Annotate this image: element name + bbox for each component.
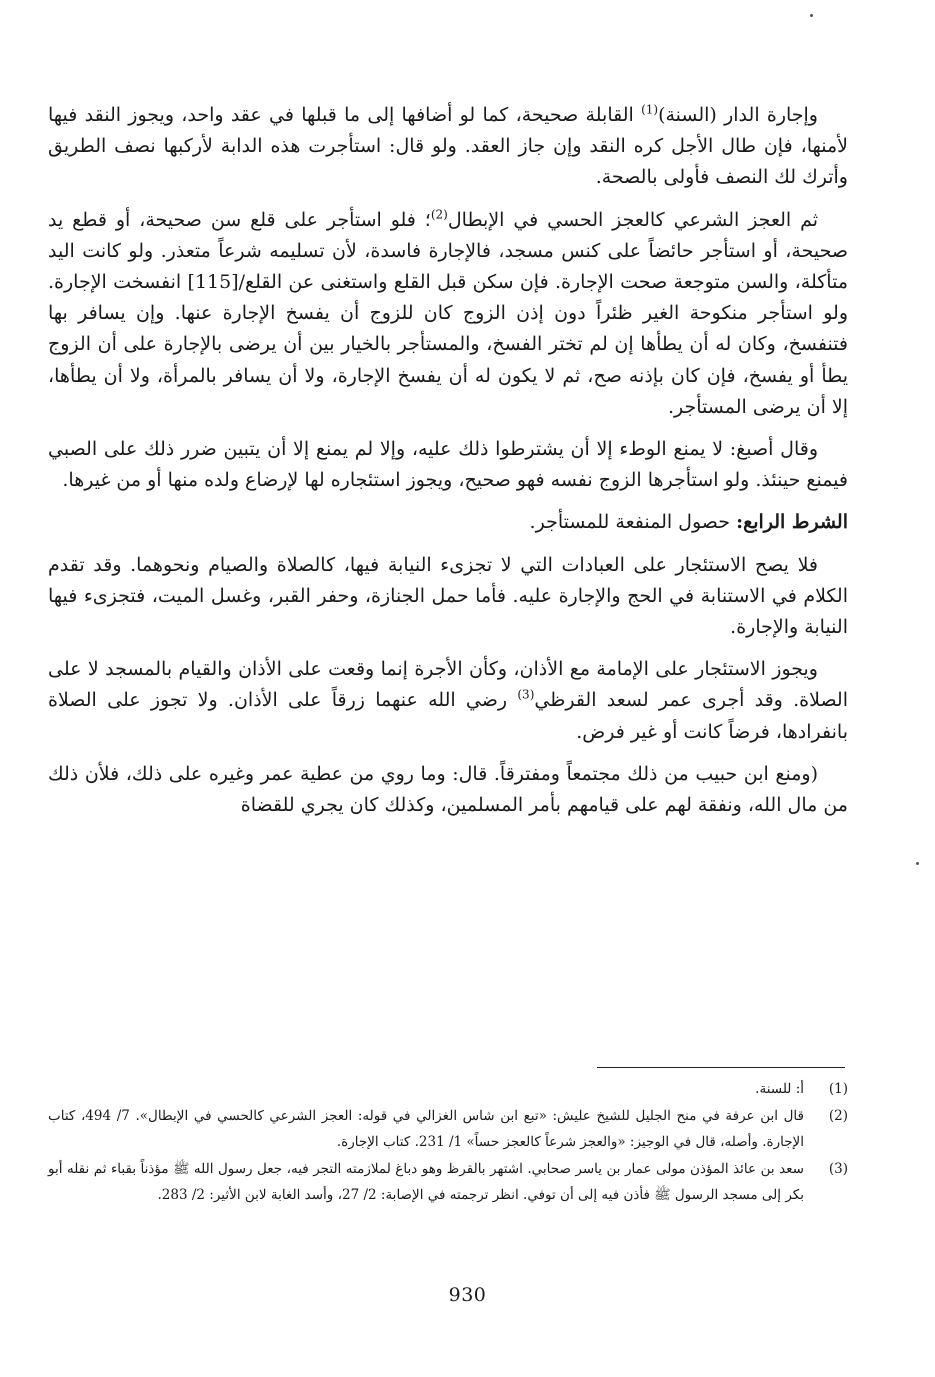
footnote-2 <box>48 1103 848 1155</box>
footnote-ref-2: (2) <box>430 207 448 222</box>
page-number: 930 <box>448 1284 487 1306</box>
footnote-separator <box>597 1067 845 1068</box>
footnote-ref-1: (1) <box>641 102 659 117</box>
paragraph-4: فلا يصح الاستئجار على العبادات التي لا تجزىء النيابة فيها، كالصلاة والصيام ونحوهما. وقد تقدم الكلام في الاستنابة في الحج والإجارة عليه. فأما حمل الجنازة، وحفر القبر، وغسل الميت، فتجزىء فيها النيابة والإجارة. <box>48 553 848 639</box>
paragraph-5-text-b: رضي الله عنهما زرقاً على الأذان. ولا تجوز على الصلاة بانفرادها، فرضاً كانت أو غير فرض. <box>48 689 848 743</box>
footnote-text: أ: للسنة. <box>755 1081 804 1097</box>
footnote-ref-3: (3) <box>517 688 535 703</box>
section-heading-label: الشرط الرابع: <box>736 511 848 534</box>
footnote-3 <box>48 1156 848 1208</box>
paragraph-1-text-b: القابلة صحيحة، كما لو أضافها إلى ما قبلها في عقد واحد، ويجوز النقد فيها لأمنها، فإن طال الأجل كره النقد وإن جاز العقد. ولو قال: استأجرت هذه الدابة لأركبها نصف الطريق وأترك لك النصف فأولى بالصحة. <box>48 104 848 189</box>
paragraph-5-text-a: ويجوز الاستئجار على الإمامة مع الأذان، وكأن الأجرة إنما وقعت على الأذان والقيام بالمسجد لا على الصلاة. وقد أجرى عمر لسعد القرظي <box>48 658 848 712</box>
scan-speck <box>810 14 813 17</box>
footnote-number: (3) <box>828 1161 848 1177</box>
paragraph-6: (ومنع ابن حبيب من ذلك مجتمعاً ومفترقاً. قال: وما روي من عطية عمر وغيره على ذلك، فلأن ذلك من مال الله، ونفقة لهم على قيامهم بأمر المسلمين، وكذلك كان يجري للقضاة <box>48 762 848 817</box>
footnote-1 <box>48 1076 848 1102</box>
footnote-text: سعد بن عائذ المؤذن مولى عمار بن ياسر صحابي. اشتهر بالقرظ وهو دباغ لملازمته التجر فيه، جعل رسول الله ﷺ مؤذناً بقباء ثم نقله أبو بكر إلى مسجد الرسول ﷺ فأذن فيه إلى أن توفي. انظر ترجمته في الإصابة: 2/ 27، وأسد الغابة لابن الأثير: 2/ 283. <box>48 1161 804 1203</box>
footnotes <box>48 1076 848 1209</box>
main-text <box>48 100 848 832</box>
paragraph-1 <box>48 100 848 194</box>
footnote-number: (1) <box>828 1081 848 1097</box>
paragraph-3: وقال أصبغ: لا يمنع الوطء إلا أن يشترطوا ذلك عليه، وإلا لم يمنع إلا أن يتبين ضرر ذلك على الصبي فيمنع حينئذ. ولو استأجرها الزوج نفسه فهو صحيح، ويجوز استئجاره لها لإرضاع ولده منها أو من غيرها. <box>48 438 848 492</box>
section-heading <box>48 507 848 538</box>
footnote-number: (2) <box>828 1108 848 1124</box>
paragraph-2-text-a: ثم العجز الشرعي كالعجز الحسي في الإبطال <box>447 208 819 231</box>
scan-speck <box>916 862 919 865</box>
section-heading-text: حصول المنفعة للمستأجر. <box>529 511 737 534</box>
paragraph-2 <box>48 205 848 423</box>
paragraph-2-text-b: ؛ فلو استأجر على قلع سن صحيحة، أو قطع يد صحيحة، أو استأجر حائضاً على كنس مسجد، فالإجارة فاسدة، لأن تسليمه شرعاً متعذر. ولو كانت اليد متأكلة، والسن متوجعة صحت الإجارة. فإن سكن قبل القلع واستغنى عن القلع/[115] انفسخت الإجارة. ولو استأجر منكوحة الغير ظئراً دون إذن الزوج كان للزوج أن يفسخ الإجارة عنها. وإن يسافر بها فتنفسخ، وكان له أن يطأها إن لم تختر الفسخ، والمستأجر بالخيار بين أن يرضى بالإجارة على أن الزوج يطأ أو يفسخ، فإن كان بإذنه صح، ثم لا يكون له أن يفسخ الإجارة، ولا أن يسافر بالمرأة، ولا أن يطأها، إلا أن يرضى المستأجر. <box>48 208 849 418</box>
footnote-text: قال ابن عرفة في منح الجليل للشيخ عليش: «تبع ابن شاس الغزالي في قوله: العجز الشرعي كالحسي في الإبطال». 7/ 494، كتاب الإجارة. وأصله، قال في الوجيز: «والعجز شرعاً كالعجز حساً» 1/ 231. كتاب الإجارة. <box>48 1108 804 1150</box>
paragraph-5 <box>48 654 848 748</box>
paragraph-1-text-a: وإجارة الدار (السنة) <box>658 104 818 126</box>
